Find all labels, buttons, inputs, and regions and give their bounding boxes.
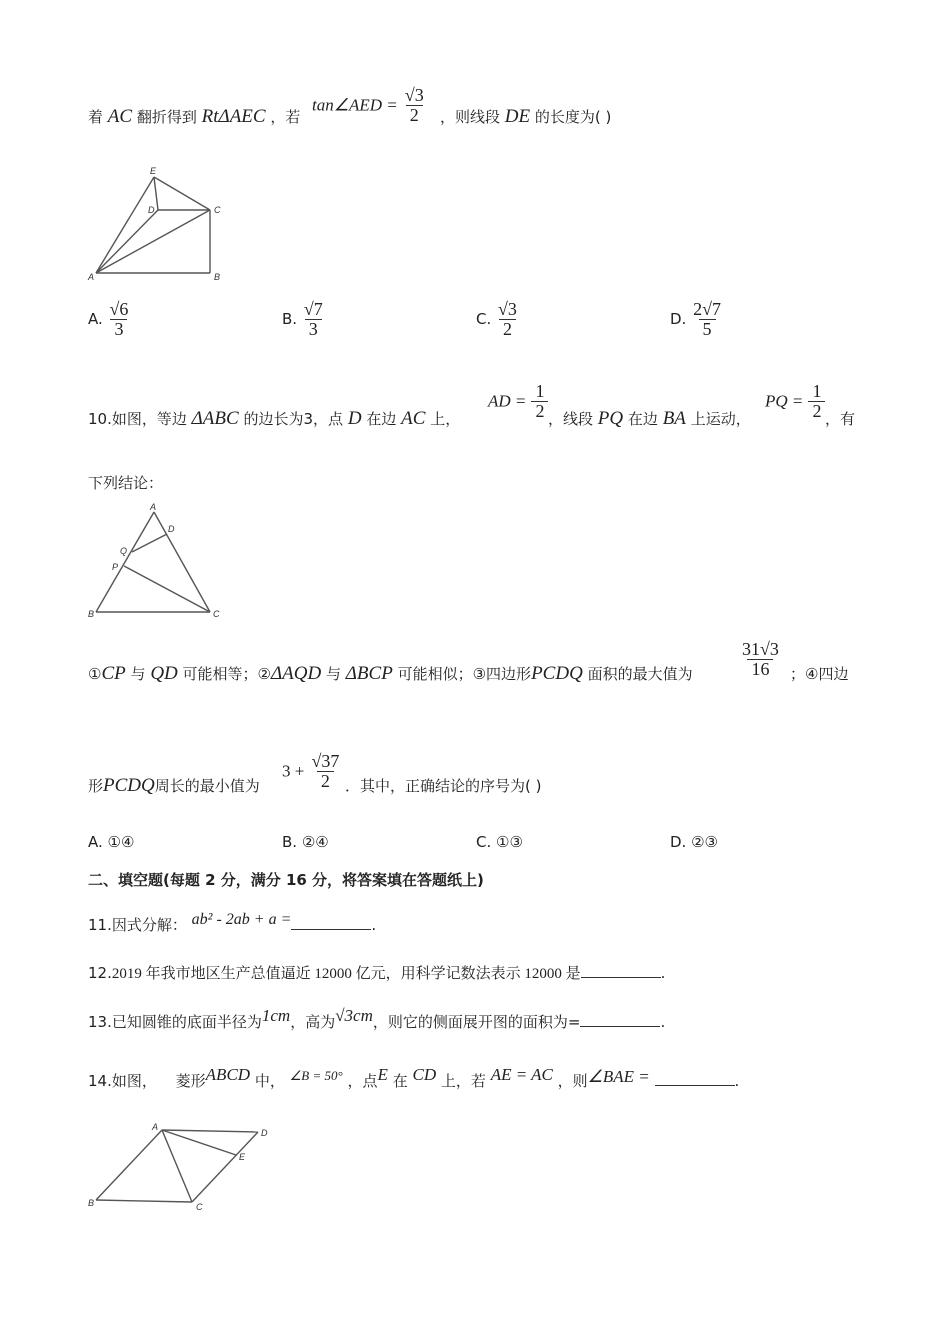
q9-label-d: D: [148, 205, 155, 215]
q13-text-2: ，高为: [290, 1013, 336, 1031]
q14-text-1: 如图，: [111, 1072, 157, 1090]
q9-option-c[interactable]: [476, 300, 519, 339]
q9-option-a[interactable]: [88, 300, 130, 339]
q14-condition: AE = AC: [490, 1065, 553, 1084]
q9-label-e: E: [150, 166, 157, 176]
q9-option-c-fraction: [496, 300, 519, 339]
q10-label-d: D: [168, 524, 175, 534]
q10-ad-num: 1: [535, 381, 545, 401]
q13-text-3: ，则它的侧面展开图的面积为=: [372, 1013, 581, 1031]
q9-option-d-letter: D.: [670, 309, 687, 328]
q10-l4-text-2: 周长的最小值为: [154, 777, 260, 795]
q9-option-d-fraction: [691, 300, 723, 339]
q9-option-d-num: 2√7: [693, 299, 721, 319]
q10-label-b: B: [88, 609, 95, 619]
q13-height: √3cm: [335, 1006, 373, 1025]
q14-side-cd: CD: [412, 1065, 437, 1084]
q10-min-pre: 3 +: [282, 761, 305, 781]
q10-text-5: ，线段: [548, 410, 594, 428]
q11-answer-blank[interactable]: [291, 915, 371, 930]
q10-text-6: 在边: [627, 410, 658, 428]
q10-triangle-abc: ΔABC: [191, 408, 239, 429]
q10-pq-num: 1: [812, 381, 822, 401]
q9-option-b-letter: B.: [282, 309, 298, 328]
q12-line: [88, 962, 665, 983]
q14-text-2: 菱形: [175, 1072, 206, 1090]
q10-ad-label: AD =: [488, 391, 527, 411]
q14-point-e: E: [377, 1065, 388, 1084]
q10-label-c: C: [213, 609, 220, 619]
q9-option-c-letter: C.: [476, 309, 492, 328]
q10-text-3: 在边: [366, 410, 397, 428]
q10-max-area: [740, 640, 781, 679]
q10-segment-cp: CP: [101, 663, 126, 684]
q9-tan-expression: [312, 86, 426, 125]
q9-text-3: ，若: [270, 108, 301, 126]
q9-label-b: B: [214, 272, 221, 282]
q10-pq-den: 2: [808, 401, 825, 421]
q9-option-a-letter: A.: [88, 309, 103, 328]
q9-text-1: 着: [88, 108, 104, 126]
q12-text: 2019 年我市地区生产总值逼近 12000 亿元，用科学记数法表示 12000 是: [111, 966, 581, 982]
q12-answer-blank[interactable]: [581, 963, 661, 978]
q14-label-e: E: [239, 1152, 246, 1162]
q10-l3-text-5: 面积的最大值为: [587, 665, 693, 683]
q9-tan-fraction: [403, 86, 426, 125]
q14-figure: [86, 1118, 276, 1214]
q10-ad-expression: [488, 382, 548, 421]
q9-tan-den: 2: [406, 105, 423, 125]
q9-option-b-fraction: [302, 300, 325, 339]
q10-ad-fraction: [531, 382, 548, 421]
q14-angle-bae: ∠BAE =: [587, 1067, 650, 1086]
q9-label-a: A: [88, 272, 95, 282]
q14-text-6: 上，若: [440, 1072, 486, 1090]
q10-pq-label: PQ =: [765, 391, 804, 411]
q9-stem-tail: [440, 106, 611, 128]
q14-rhombus: ABCD: [205, 1065, 251, 1084]
q13-radius: 1cm: [261, 1006, 291, 1025]
q9-text-5: 的长度为( ): [534, 108, 612, 126]
q10-min-perimeter: [282, 752, 341, 791]
q14-label-b: B: [88, 1198, 95, 1208]
q10-segment-pq: PQ: [597, 408, 624, 429]
q10-pq-fraction: [808, 382, 825, 421]
q9-text-2: 翻折得到: [136, 108, 197, 126]
q10-segment-ac: AC: [401, 408, 426, 429]
q12-number: 12.: [88, 964, 112, 982]
q10-label-q: Q: [120, 546, 128, 556]
q14-text-3: 中，: [254, 1072, 285, 1090]
q10-segment-qd: QD: [150, 663, 178, 684]
q10-quad-pcdq-2: PCDQ: [103, 775, 155, 796]
q9-tan-label: tan∠AED =: [312, 95, 398, 115]
q14-angle-b: ∠B = 50°: [289, 1068, 343, 1083]
q10-segment-ba: BA: [662, 408, 686, 429]
q14-line: [88, 1065, 740, 1091]
q10-text-2: 的边长为3，点: [243, 410, 344, 428]
q11-number: 11.: [88, 916, 112, 934]
q10-l3-text-1: 与: [130, 665, 146, 683]
q10-option-a[interactable]: A. ①④: [88, 833, 135, 851]
section-heading: 二、填空题(每题 2 分，满分 16 分，将答案填在答题纸上): [88, 871, 484, 889]
q10-text-1: 如图，等边: [111, 410, 187, 428]
q10-pq-expression: [765, 382, 825, 421]
q10-stem-line1-mid: [548, 408, 751, 430]
q13-number: 13.: [88, 1013, 112, 1031]
q10-l3-text-4: 可能相似；③四边形: [397, 665, 532, 683]
q10-max-den: 16: [747, 659, 773, 679]
q10-stem-line4: [88, 775, 260, 797]
q13-answer-blank[interactable]: [580, 1012, 660, 1027]
q10-l4-text-3: ．其中，正确结论的序号为( ): [345, 777, 542, 795]
q10-option-b[interactable]: B. ②④: [282, 833, 329, 851]
q10-stem-line3: [88, 663, 693, 685]
q11-line: [88, 911, 377, 935]
q10-label-a: A: [150, 502, 157, 512]
q11-text: 因式分解：: [111, 916, 187, 934]
q10-stem-line2: 下列结论：: [88, 474, 164, 492]
q10-l3-text-3: 与: [325, 665, 341, 683]
q9-option-c-den: 2: [499, 319, 516, 339]
q10-triangle-aqd: ΔAQD: [271, 663, 322, 684]
q9-segment-ac: AC: [107, 106, 133, 127]
q10-text-4: 上，: [430, 410, 461, 428]
q10-number: 10.: [88, 410, 112, 428]
q12-end: .: [660, 964, 666, 982]
q14-label-a: A: [152, 1122, 159, 1132]
q10-point-d: D: [347, 408, 362, 429]
q9-option-c-num: √3: [498, 299, 517, 319]
q9-option-d[interactable]: [670, 300, 723, 339]
q10-text-7: 上运动，: [690, 410, 751, 428]
q10-text-8: ，有: [825, 410, 856, 428]
q10-quad-pcdq: PCDQ: [531, 663, 583, 684]
q10-stem-line1: [88, 408, 460, 430]
q10-min-den: 2: [317, 771, 334, 791]
q13-text-1: 已知圆锥的底面半径为: [111, 1013, 262, 1031]
q9-option-d-den: 5: [699, 319, 716, 339]
q9-figure: [86, 165, 226, 285]
q14-text-4: ，点: [347, 1072, 378, 1090]
q10-l3-text-2: 可能相等；②: [182, 665, 271, 683]
q9-option-b[interactable]: [282, 300, 325, 339]
q9-stem-line: [88, 106, 300, 128]
q14-label-c: C: [196, 1202, 203, 1212]
q9-tan-num: √3: [404, 85, 424, 105]
q10-option-c[interactable]: C. ①③: [476, 833, 523, 851]
q9-segment-de: DE: [504, 106, 531, 127]
q10-min-fraction: [309, 752, 341, 791]
q14-label-d: D: [261, 1128, 268, 1138]
q13-end: .: [660, 1013, 666, 1031]
q9-option-a-num: √6: [109, 299, 129, 319]
q10-l4-text-1: 形: [88, 777, 104, 795]
q9-option-b-den: 3: [305, 319, 322, 339]
q10-option-d[interactable]: D. ②③: [670, 833, 718, 851]
q10-ad-den: 2: [531, 401, 548, 421]
q9-triangle-aec: RtΔAEC: [201, 106, 266, 127]
q9-option-a-den: 3: [110, 319, 127, 339]
q10-label-p: P: [112, 562, 119, 572]
q11-end: .: [371, 916, 377, 934]
q10-triangle-bcp: ΔBCP: [345, 663, 393, 684]
q14-number: 14.: [88, 1072, 112, 1090]
q9-option-a-fraction: [108, 300, 131, 339]
q10-circle-1: ①: [88, 665, 102, 683]
q9-option-b-num: √7: [303, 299, 323, 319]
q10-l3-text-6: ；④四边: [790, 665, 849, 683]
q14-text-7: ，则: [557, 1072, 588, 1090]
q10-max-fraction: [740, 640, 781, 679]
q9-text-4: ，则线段: [440, 108, 501, 126]
q11-expression: ab² - 2ab + a =: [191, 911, 292, 928]
q13-line: [88, 1006, 666, 1032]
q10-min-num: √37: [311, 751, 340, 771]
q14-end: .: [734, 1072, 740, 1090]
q10-max-num: 31√3: [742, 639, 779, 659]
q10-figure: [86, 502, 226, 624]
q9-label-c: C: [214, 205, 221, 215]
q14-answer-blank[interactable]: [655, 1071, 735, 1086]
q14-text-5: 在: [392, 1072, 408, 1090]
